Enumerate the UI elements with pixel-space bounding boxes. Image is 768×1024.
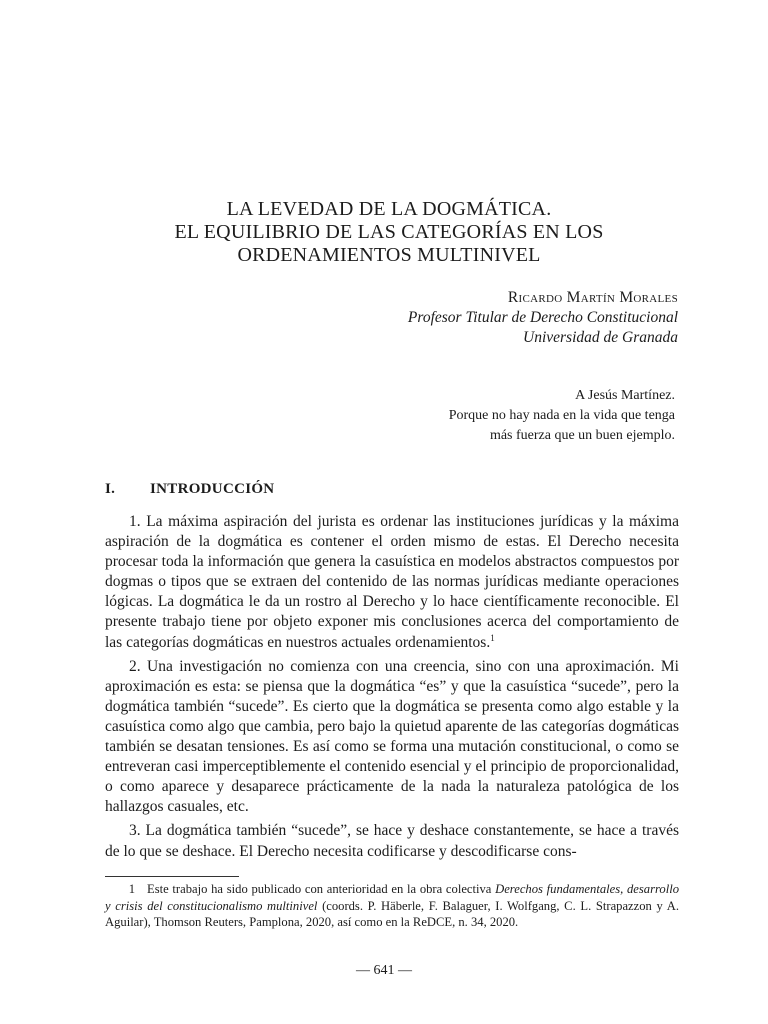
footnote-separator xyxy=(105,876,239,877)
section-title: INTRODUCCIÓN xyxy=(150,481,275,497)
footnote-number: 1 xyxy=(128,882,135,896)
dedication-line-2: Porque no hay nada en la vida que tenga xyxy=(448,408,675,423)
title-line-1: LA LEVEDAD DE LA DOGMÁTICA. xyxy=(226,198,552,220)
paragraph-1 xyxy=(105,512,679,653)
paragraph-2: 2. Una investigación no comienza con una creencia, sino con una aproximación. Mi aproximación es esta: se piensa que la dogmática “es” y que la casuística “sucede”, pero la dogmática también “sucede”. Es cierto que la dogmática se presenta como algo estable y la casuística como algo que cambia, pero bajo la quietud aparente de las categorías dogmáticas también se desatan tensiones. Es así como se forma una mutación constitucional, o como se entreveran casi imperceptiblemente el contenido esencial y el principio de proporcionalidad, o como aparece y desaparece prácticamente de la nada la naturaleza patológica de los hallazgos casuales, etc. xyxy=(105,657,679,816)
dedication-line-3: más fuerza que un buen ejemplo. xyxy=(489,428,675,443)
title-line-2: EL EQUILIBRIO DE LAS CATEGORÍAS EN LOS xyxy=(174,221,604,243)
paragraph-1-text: 1. La máxima aspiración del jurista es ordenar las instituciones jurídicas y la máxima aspiración de la dogmática es contener el orden mismo de estas. El Derecho necesita procesar toda la información que genera la casuística en modelos abstractos compuestos por dogmas o tipos que se extraen del contenido de las normas jurídicas mediante operaciones lógicas. La dogmática le da un rostro al Derecho y lo hace científicamente reconocible. El presente trabajo tiene por objeto exponer mis conclusiones acerca del comportamiento de las categorías dogmáticas en nuestros actuales ordenamientos. xyxy=(105,513,679,651)
author-block xyxy=(408,288,678,348)
dedication xyxy=(449,386,675,446)
footnote xyxy=(105,881,679,931)
page-number: — 641 — xyxy=(356,963,412,978)
author-affiliation: Universidad de Granada xyxy=(523,329,678,346)
body-text xyxy=(105,512,679,866)
title-line-3: ORDENAMIENTOS MULTINIVEL xyxy=(237,244,541,266)
section-number: I. xyxy=(105,481,116,497)
paragraph-3: 3. La dogmática también “sucede”, se hace y deshace constantemente, se hace a través de lo que se deshace. El Derecho necesita codificarse y descodificarse cons- xyxy=(105,822,679,860)
section-heading xyxy=(105,481,274,498)
footnote-text-a: Este trabajo ha sido publicado con anterioridad en la obra colectiva xyxy=(147,882,496,896)
author-name: Ricardo Martín Morales xyxy=(507,289,678,306)
footnote-work-title: Derechos fundamentales, desarrollo y crisis del constitucionalismo multinivel xyxy=(105,882,680,913)
footnote-text-b: (coords. P. Häberle, F. Balaguer, I. Wolfgang, C. L. Strapazzon y A. Aguilar), Thomson Reuters, Pamplona, 2020, así como en la ReDCE, n. 34, 2020. xyxy=(105,898,679,930)
footnote-reference[interactable]: 1 xyxy=(490,632,495,643)
author-role: Profesor Titular de Derecho Constitucional xyxy=(407,309,678,326)
dedication-line-1: A Jesús Martínez. xyxy=(575,388,675,403)
article-title xyxy=(90,198,688,267)
